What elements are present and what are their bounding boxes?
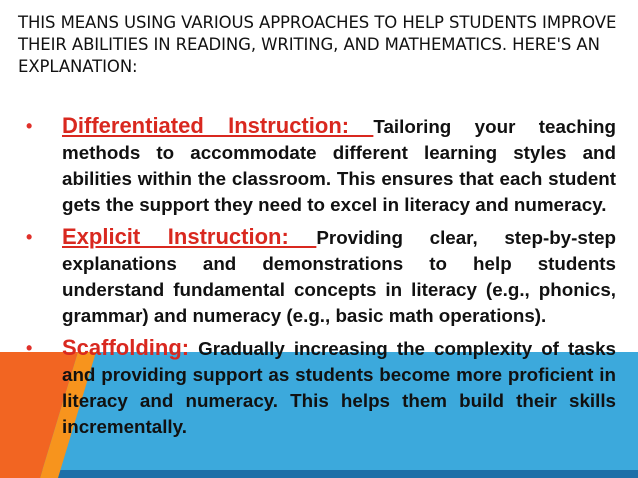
bullet-body: Tailoring your teaching methods to accommodate different learning styles and abilities within the classroom. This ensures that each student gets the support they need to excel in literacy and numeracy. <box>62 116 616 215</box>
dark-blue-strip-shape <box>0 470 638 478</box>
bullet-dot-icon: • <box>26 227 33 247</box>
bullet-heading: Scaffolding: <box>62 335 190 360</box>
bullet-differentiated-instruction <box>24 113 616 218</box>
slide-title: THIS MEANS USING VARIOUS APPROACHES TO HELP STUDENTS IMPROVE THEIR ABILITIES IN READING, WRITING, AND MATHEMATICS. HERE'S AN EXPLANATION: <box>18 13 617 76</box>
bullet-scaffolding <box>24 335 616 440</box>
bullet-body: Providing clear, step-by-step explanations and demonstrations to help students understand fundamental concepts in literacy (e.g., phonics, grammar) and numeracy (e.g., basic math operations). <box>62 227 616 326</box>
bullet-dot-icon: • <box>26 116 33 136</box>
bullet-explicit-instruction <box>24 224 616 329</box>
bullet-body: Gradually increasing the complexity of tasks and providing support as students become more proficient in literacy and numeracy. This helps them build their skills incrementally. <box>62 338 616 437</box>
bullet-heading: Differentiated Instruction: <box>62 113 374 138</box>
bullet-dot-icon: • <box>26 338 33 358</box>
bullet-list <box>24 113 616 446</box>
bullet-heading: Explicit Instruction: <box>62 224 317 249</box>
